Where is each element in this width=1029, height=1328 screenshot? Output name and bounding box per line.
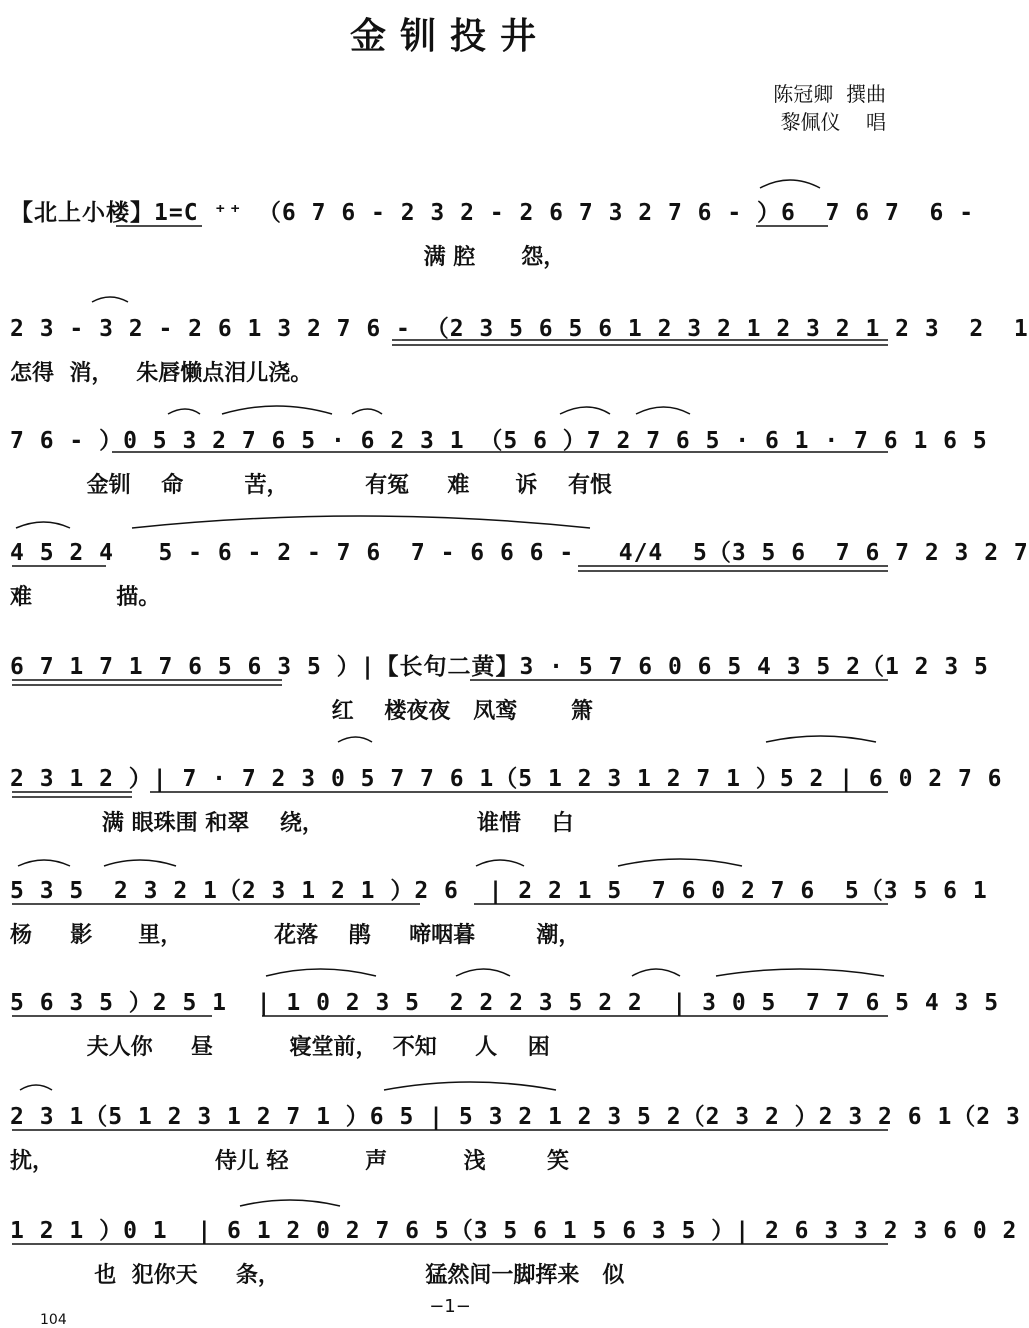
page-title: 金钏投井 (349, 15, 550, 57)
notation-line: 5 6 3 5 ）2 5 1 | 1 0 2 3 5 2 2 2 3 5 2 2 | 3 0 5 7 7 6 5 4 3 5 (10, 990, 1000, 1016)
lyrics-line: 满 眼珠围 和翠 绕， 谁惜 白 (10, 811, 574, 836)
lyrics-line: 难 描。 (10, 585, 161, 610)
lyrics-line: 扰， 侍儿 轻 声 浅 笑 (10, 1149, 569, 1174)
page-number: −1− (429, 1296, 471, 1317)
lyrics-line: 金钏 命 苦， 有冤 难 诉 有恨 (10, 473, 612, 498)
slur-arc (766, 736, 876, 742)
slur-arc (222, 406, 332, 414)
lyrics-line: 夫人你 昼 寝堂前， 不知 人 困 (10, 1035, 550, 1060)
singer-credit: 黎佩仪 唱 (780, 110, 886, 134)
slur-arc (338, 737, 372, 742)
lyrics-line: 红 楼夜夜 凤鸾 箫 (10, 699, 593, 724)
notation-line: 2 3 1 2 ）| 7 · 7 2 3 0 5 7 7 6 1（5 1 2 3 1 2 7 1 ）5 2 | 6 0 2 7 6 (10, 766, 1003, 792)
slur-arc (20, 1085, 52, 1090)
slur-arc (760, 180, 820, 188)
slur-arc (104, 860, 176, 866)
slur-arc (716, 969, 884, 976)
lyrics-line: 怎得 消， 朱唇懒点泪儿浇。 (10, 361, 313, 386)
slur-arc (384, 1082, 556, 1090)
slur-arc (560, 407, 610, 414)
notation-line: 7 6 - ）0 5 3 2 7 6 5 · 6 2 3 1 （5 6 ）7 2 7 6 5 · 6 1 · 7 6 1 6 5 (10, 428, 988, 454)
notation-line: 【北上小楼】1=C ⁺⁺ （6 7 6 - 2 3 2 - 2 6 7 3 2 7 6 - ）6 7 6 7 6 - (10, 200, 975, 226)
notation-line: 4 5 2 4 5 - 6 - 2 - 7 6 7 - 6 6 6 - 4/4 5（3 5 6 7 6 7 2 3 2 7 (10, 540, 1029, 566)
composer-credit: 陈冠卿 撰曲 (773, 82, 886, 106)
corner-page-number: 104 (40, 1312, 67, 1328)
slur-arc (618, 859, 742, 866)
lyrics-line: 也 犯你天 条， 猛然间一脚挥来 似 (10, 1263, 625, 1288)
lyrics-line: 杨 影 里， 花落 鹃 啼咽暮 潮， (10, 923, 581, 948)
slur-arc (16, 522, 70, 528)
lyrics-line: 满 腔 怨， (10, 245, 566, 270)
slur-arc (168, 409, 200, 414)
slur-arc (92, 297, 128, 302)
slur-arc (456, 969, 510, 976)
slur-arc (18, 860, 70, 866)
slur-arc (636, 407, 690, 414)
slur-arc (476, 860, 524, 866)
notation-line: 2 3 - 3 2 - 2 6 1 3 2 7 6 - （2 3 5 6 5 6 1 2 3 2 1 2 3 2 1 2 3 2 1 (10, 316, 1029, 342)
slur-arc (352, 409, 382, 414)
notation-line: 5 3 5 2 3 2 1（2 3 1 2 1 ）2 6 | 2 2 1 5 7 6 0 2 7 6 5（3 5 6 1 (10, 878, 988, 904)
notation-line: 2 3 1（5 1 2 3 1 2 7 1 ）6 5 | 5 3 2 1 2 3 5 2（2 3 2 ）2 3 2 6 1（2 3 (10, 1104, 1021, 1130)
credits (773, 80, 886, 136)
notation-line: 6 7 1 7 1 7 6 5 6 3 5 ）|【长句二黄】3 · 5 7 6 0 6 5 4 3 5 2（1 2 3 5 (10, 654, 989, 680)
notation-line: 1 2 1 ）0 1 | 6 1 2 0 2 7 6 5（3 5 6 1 5 6 3 5 ）| 2 6 3 3 2 3 6 0 2 (10, 1218, 1018, 1244)
slur-arc (266, 969, 376, 976)
slur-arc (132, 516, 590, 528)
slur-arc (240, 1200, 340, 1206)
slur-arc (632, 969, 680, 976)
